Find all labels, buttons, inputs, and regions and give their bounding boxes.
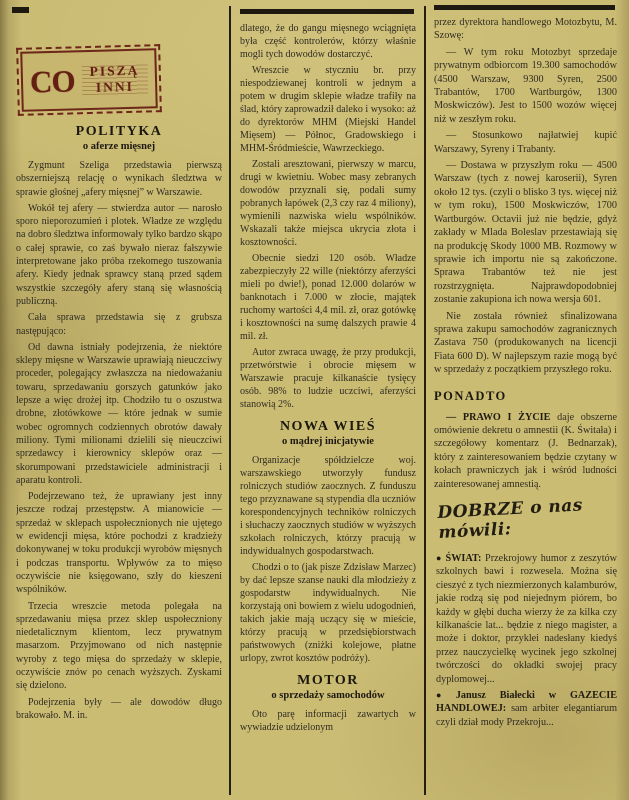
- text-run: — Dostawa w przyszłym roku — 4500 Warszaw (tych z nowej karoserii), Syren około 12 tys. (czyli o blisko 3 tys. więcej niż w tym roku), 1500 Moskwiczów, 1700 Wartburgów. Octavii już nie będzie, gdyż zakłady w Mlada Boleslav przestawiają się na produkcję Skody 1000 MB. Rozmowy w sprawie ich importu nie są zakończone. Sprawa Trabantów też nie jest rozstrzygnięta. Najprawdopodobniej zostanie zakupiona ich nowa wersja 601.: [434, 160, 617, 306]
- column-3: [434, 16, 617, 796]
- paragraph: [434, 689, 617, 729]
- text-run: daje obszerne omówienie dekretu o amnestii (K. Świtała) i szczegółowy komentarz (J. Bednarzak), który z zainteresowaniem będzie czytany w kołach prawniczych jak i wśród ludności zainteresowanej amnestią.: [434, 411, 617, 490]
- paragraph: [434, 310, 617, 377]
- paragraph: [16, 341, 222, 487]
- handwritten-note: [437, 494, 617, 543]
- text-run: Cała sprawa przedstawia się z grubsza następująco:: [16, 312, 222, 337]
- text-run: Organizacje spółdzielcze woj. warszawskiego utworzyły fundusz rolniczych studiów zaocznych. Z funduszu tego przyznawane są stypendia dla uczniów korespondencyjnych techników rolniczych i słuchaczy zaocznych studiów w wyższych szkołach rolniczych, którzy pracują w indywidualnych gospodarstwach.: [240, 455, 416, 557]
- paragraph: [240, 252, 416, 343]
- text-run: Nie została również sfinalizowana sprawa zakupu samochodów zagranicznych Zastava 750 (produkowanych na licencji Fiata 600 D). W najlepszym razie mogą być w sprzedaży z początkiem przyszłego roku.: [434, 310, 617, 376]
- text-run: — Stosunkowo najłatwiej kupić Warszawy, Syreny i Trabanty.: [434, 130, 617, 155]
- paragraph: [240, 158, 416, 249]
- bold-lead: Janusz Białecki w GAZECIE HANDLOWEJ:: [436, 690, 617, 715]
- bullet-icon: ●: [436, 553, 443, 563]
- stamp-word-inni: INNI: [95, 78, 135, 95]
- paragraph: [240, 346, 416, 411]
- text-run: przez dyrektora handlowego Motozbytu, M. Szowę:: [434, 17, 617, 42]
- column-divider-1: [229, 6, 231, 795]
- section-subheading: [240, 690, 416, 701]
- text-run: Autor zwraca uwagę, że przy produkcji, przetwórstwie i obrocie mięsem w Warszawie pracuje kilkanaście tysięcy osób. 98% to ludzie uczciwi, aferzyści stanowią 2%.: [240, 347, 416, 410]
- text-run: NOWA WIEŚ: [279, 419, 377, 434]
- text-run: o mądrej inicjatywie: [282, 436, 374, 447]
- text-run: Zygmunt Szeliga przedstawia pierwszą obszerniejszą relację o wynikach śledztwa w sprawie głośnej „afery mięsnej” w Warszawie.: [16, 160, 222, 198]
- text-run: Chodzi o to (jak pisze Zdzisław Marzec) by dać lepsze szanse nauki dla młodzieży z gospodarstw indywidualnych. Nie korzystają oni bowiem z wielu udogodnień, takich jakie mają uczący się w mieście, którzy pracują w przedsiębiorstwach państwowych (zniżki kolejowe, płatne urlopy, zwrot kosztów podróży).: [240, 562, 416, 664]
- text-run: Od dawna istniały podejrzenia, że niektóre sklepy mięsne w Warszawie uprawiają nieuczciwy proceder, polegający zwłaszcza na niedoważaniu towaru, sprzedawaniu gorszych gatunków jako lepsze a więc drożej itp. Chodziło tu o oszustwa drobne, złotówkowe — które jednak w sumie wobec ogromnych codziennych obrotów dawały miliony. Tymi milionami dzielili się nieuczciwi sprzedawcy i kierownicy sklepów oraz — skorumpowani przedstawiciele administracji i aparatu kontroli.: [16, 341, 222, 486]
- text-run: — W tym roku Motozbyt sprzedaje prywatnym odbiorcom 19.300 samochodów (4500 Warszaw, 9300 Syren, 2500 Trabantów, 1700 Wartburgów, 1300 Moskwiczów). Jest to 1500 wozów więcej niż w zeszłym roku.: [434, 46, 617, 125]
- stamp-word-co: CO: [29, 62, 75, 100]
- paragraph: [240, 561, 416, 665]
- text-run: DOBRZE o nas mówili:: [436, 495, 584, 543]
- text-run: POLITYKA: [75, 124, 163, 139]
- text-run: o aferze mięsnej: [82, 141, 156, 152]
- paragraph: [434, 552, 617, 686]
- section-subheading: [16, 141, 222, 152]
- text-run: Trzecia wreszcie metoda polegała na sprzedawaniu mięsa przez sklep uspołeczniony niedetalicznym klientom, lecz prywatnym masarzom. Przyjmowano od nich następnie wyroby z tego mięsa do sprzedaży w sklepie, oczywiście znów po cenach wyższych. Zyskami się dzielono.: [16, 600, 222, 692]
- text-run: Przekrojowy humor z zeszytów szkolnych bawi i rozwesela. Można się cieszyć z tych niezmierzonych kalamburów, jakie rodzą się pod niejednym piórem, bo każdy w głębi ducha wierzy że za kilka czy kilkanaście lat... będzie z niego magister, a może i doktor, przyklei nadesłany kiedyś przez nauczycielkę wycinek jego szkolnej twórczości do okładki swojej pracy dyplomowej...: [436, 553, 617, 685]
- text-run: PONADTO: [434, 388, 507, 403]
- section-heading: [434, 389, 617, 404]
- text-run: Obecnie siedzi 120 osób. Władze zabezpieczyły 22 wille (niektórzy aferzyści mieli po dwie!), ponad 12.000 dolarów w banknotach i 7.000 w złocie, majątek ruchomy wartości 4,4 mil. zł, oraz gotówkę i kosztowności na sumę dalszych prawie 4 mil. zł.: [240, 253, 416, 342]
- section-heading: [16, 124, 222, 140]
- stamp-word-pisza: PISZĄ: [89, 62, 140, 79]
- section-subheading: [240, 436, 416, 447]
- co-pisza-inni-stamp: [20, 48, 158, 112]
- paragraph: [16, 696, 222, 723]
- top-rule-right: [434, 5, 615, 10]
- paragraph: [240, 708, 416, 734]
- text-run: Wokół tej afery — stwierdza autor — narosło sporo nieporozumień i plotek. Władze ze względu na dobro śledztwa informowały tylko bardzo skąpo o całej sprawie, co zaś bywało nieraz fałszywie interpretowane jako próba rzekomego tuszowania afery. Kiedy jednak sprawcy staną przed sądem wszystkie szczegóły afery staną się własnością publiczną.: [16, 202, 222, 307]
- paragraph: [16, 600, 222, 693]
- section-heading: [240, 673, 416, 689]
- bullet-icon: ●: [436, 690, 453, 701]
- paragraph: [434, 411, 617, 491]
- paragraph: [434, 16, 617, 43]
- paragraph: [16, 159, 222, 199]
- text-run: Oto parę informacji zawartych w wywiadzie udzielonym: [240, 709, 416, 733]
- column-1: [16, 116, 222, 796]
- text-run: MOTOR: [297, 673, 359, 688]
- paragraph: [16, 490, 222, 596]
- text-run: o sprzedaży samochodów: [271, 690, 385, 701]
- text-run: sam arbiter elegantiarum czyli dział mody Przekroju...: [436, 703, 617, 728]
- paragraph: [434, 159, 617, 306]
- paragraph: [240, 64, 416, 155]
- text-run: dlatego, że do gangu mięsnego wciągnięta była część kontrolerów, którzy właśnie mogli tych dowodów dostarczyć.: [240, 23, 416, 60]
- paragraph: [434, 46, 617, 126]
- paragraph: [434, 129, 617, 156]
- text-run: Podejrzenia były — ale dowodów długo brakowało. M. in.: [16, 696, 222, 721]
- stamp-frame: [20, 48, 158, 112]
- stamp-words: [81, 61, 148, 97]
- top-rule-left: [12, 7, 29, 13]
- top-rule-middle: [240, 9, 414, 14]
- paragraph: [16, 202, 222, 308]
- text-run: Zostali aresztowani, pierwszy w marcu, drugi w kwietniu. Wobec masy zebranych dowodów przyznali się, podali sumy pobranych łapówek (2,3 czy raz 4 miliony), wymienili nazwiska wielu wspólników. Wskazali także miejsca ukrycia złota i kosztowności.: [240, 159, 416, 248]
- section-heading: [240, 419, 416, 435]
- paragraph: [240, 454, 416, 558]
- paragraph: [16, 311, 222, 338]
- bold-lead: — PRAWO I ŻYCIE: [446, 411, 551, 423]
- bold-lead: ŚWIAT:: [445, 553, 482, 564]
- column-divider-2: [424, 6, 426, 795]
- text-run: Podejrzewano też, że uprawiany jest inny jeszcze rodzaj przestępstw. A mianowicie — sprzedaż w sklepach uspołecznionych nie ujętego w ewidencji mięsa, które pochodzi z kradzieży dokonywanej w toku produkcji wyrobów mięsnych i podczas transportu. Wpływów za to mięso oczywiście nie księgowano, szły do kieszeni wspólników.: [16, 491, 222, 596]
- text-run: Wreszcie w styczniu br. przy niespodziewanej kontroli w jednym a potem w drugim sklepie władze trafiły na ślad, który zaprowadził daleko i wysoko: aż do dyrektorów MHM (Miejski Handel Mięsem) — Północ, Gradowskiego i MHM-Śródmieście, Wawrzeckiego.: [240, 65, 416, 154]
- paragraph: [240, 22, 416, 61]
- column-2: [240, 22, 416, 794]
